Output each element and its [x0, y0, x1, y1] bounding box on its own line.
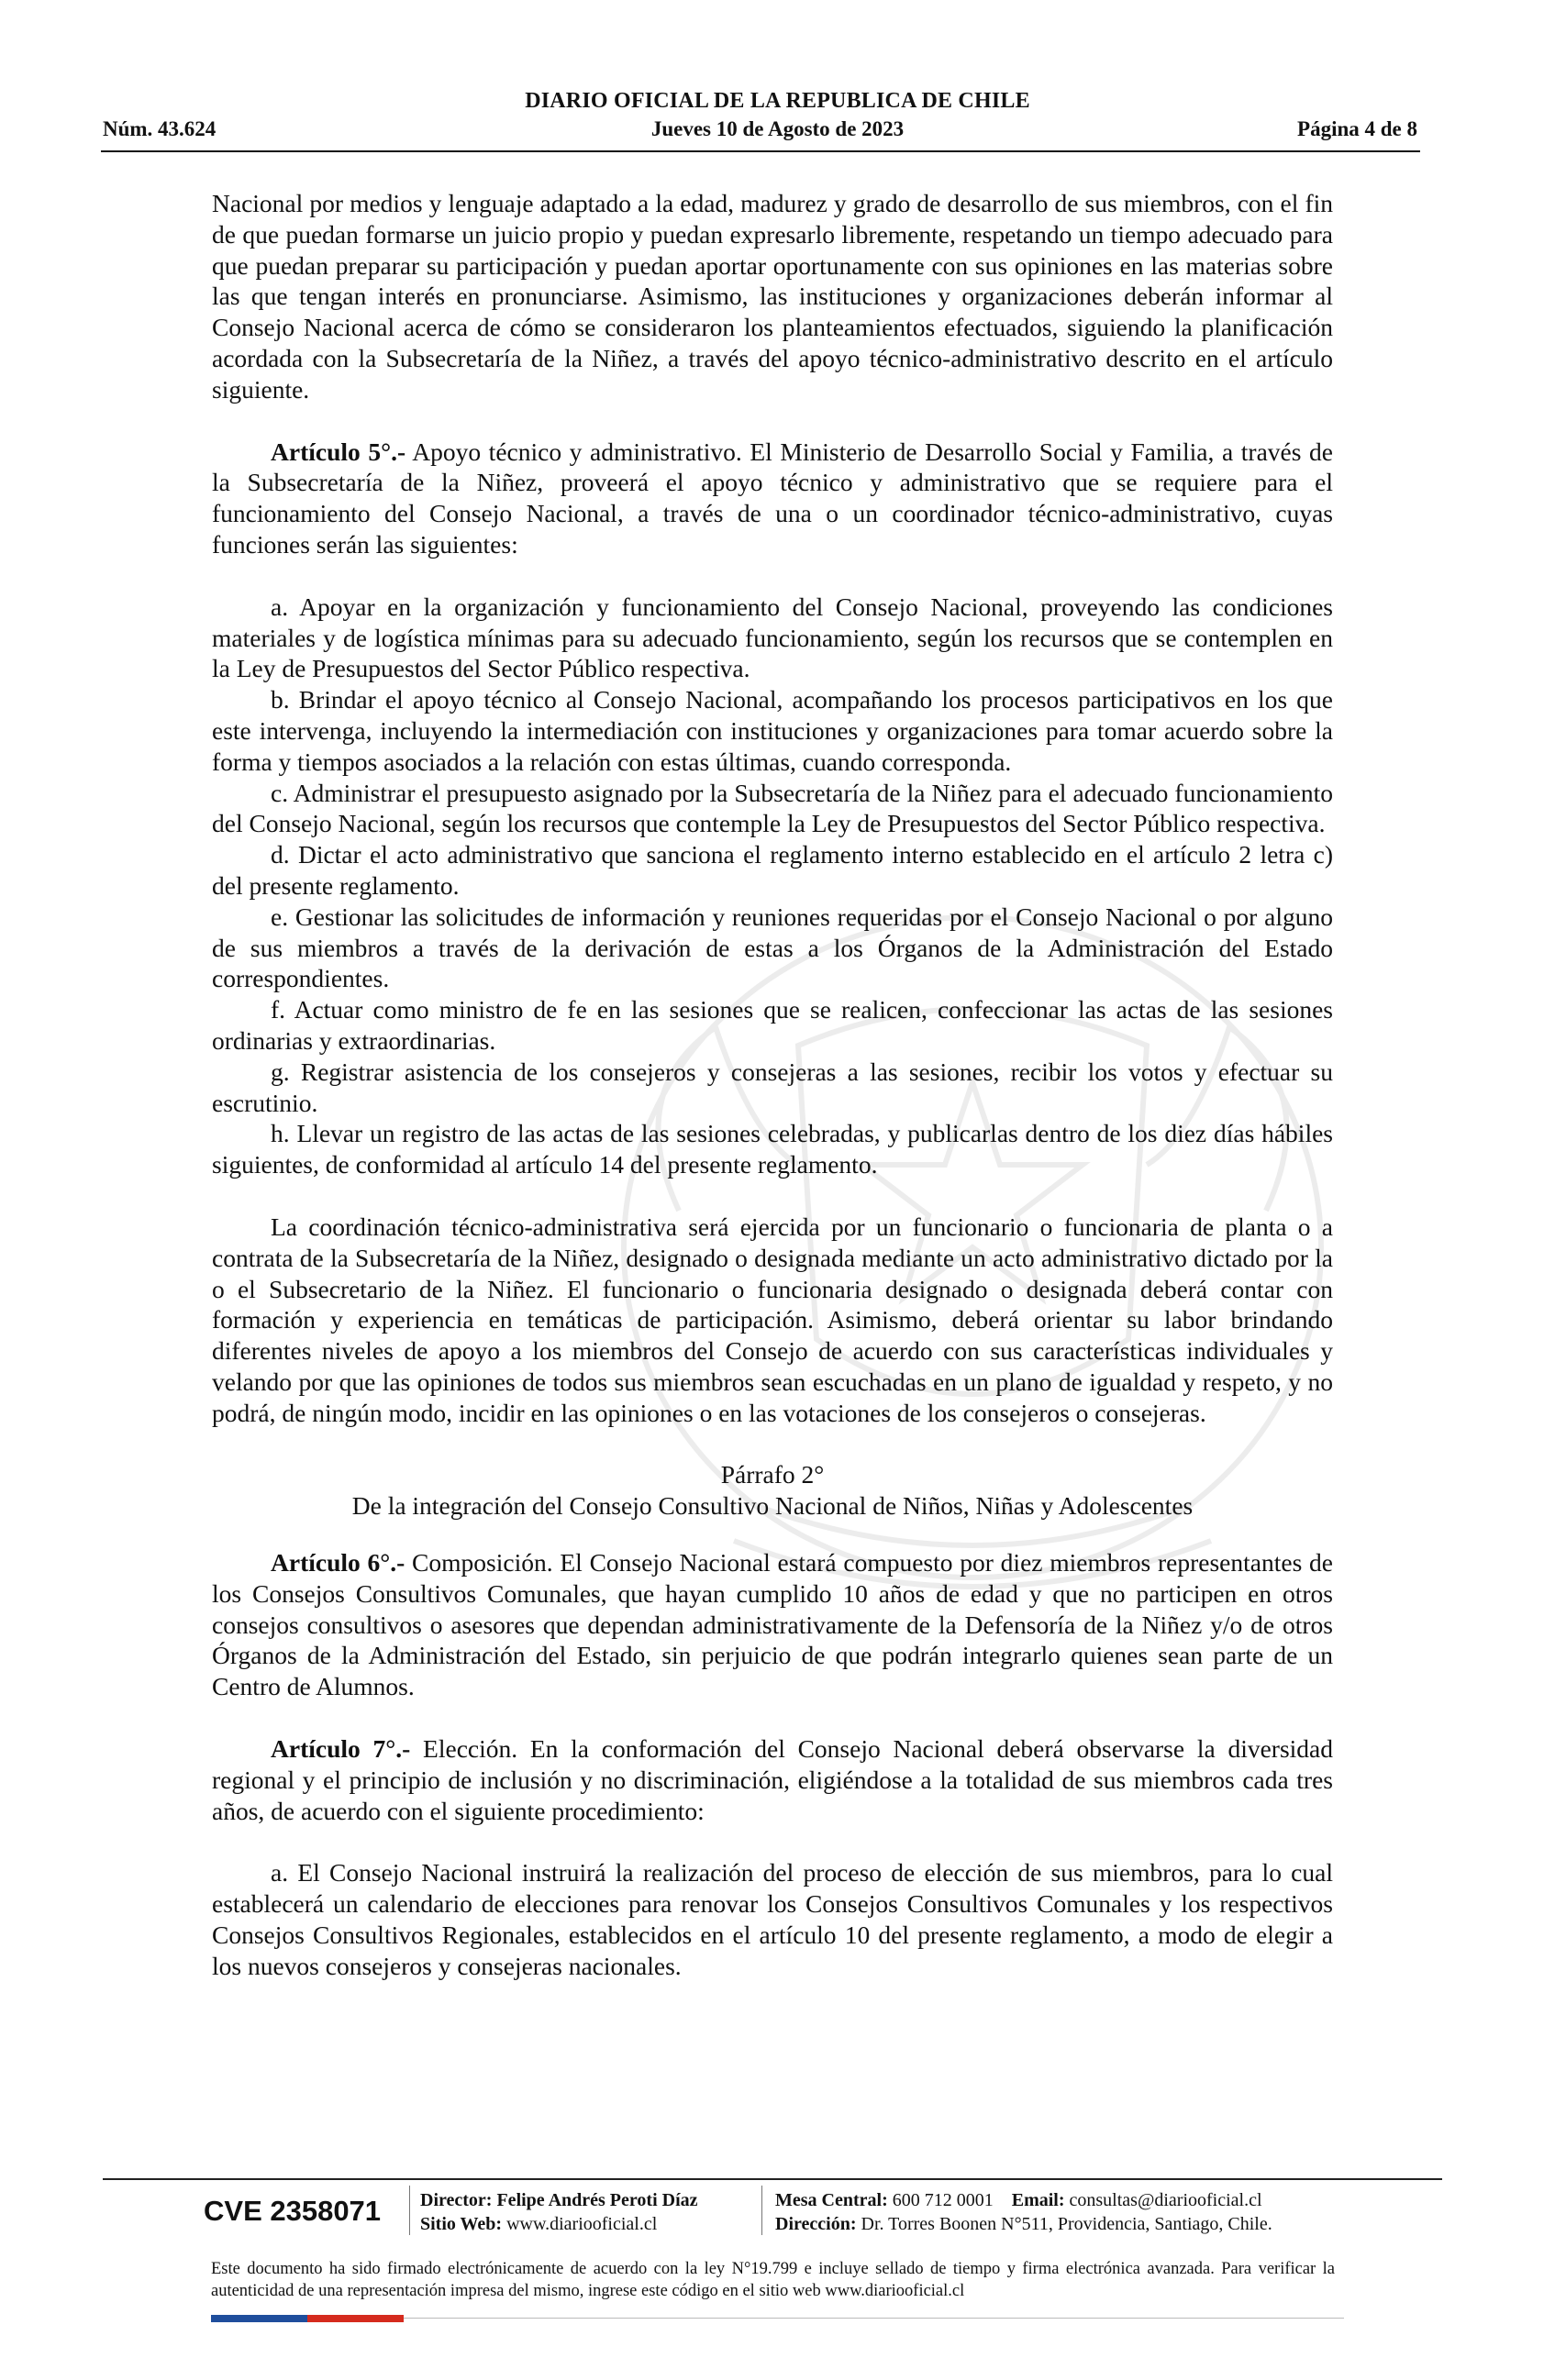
header-divider: [101, 150, 1420, 152]
list-item: a. Apoyar en la organización y funcionamiento del Consejo Nacional, proveyendo las condiciones materiales y de logística mínimas para su adecuado funcionamiento, según los recursos que se contemplen en la Ley de Presupuestos del Sector Público respectiva.: [212, 592, 1333, 683]
flag-blue-segment: [211, 2315, 307, 2322]
signature-note: Este documento ha sido firmado electrónicamente de acuerdo con la ley N°19.799 e incluye sellado de tiempo y firma electrónica avanzada. Para verificar la autenticidad de una representación impresa del mismo, ingrese este código en el sitio web www.diariooficial.cl: [211, 2260, 1335, 2300]
issue-number: Núm. 43.624: [103, 117, 217, 140]
address-label: Dirección:: [775, 2214, 857, 2234]
list-item: e. Gestionar las solicitudes de información y reuniones requeridas por el Consejo Nacional o por alguno de sus miembros a través de la derivación de estas a los Órganos de la Administración del Estado correspondientes.: [212, 902, 1333, 993]
article-5-closing: La coordinación técnico-administrativa será ejercida por un funcionario o funcionaria de planta o a contrata de la Subsecretaría de la Niñez, designado o designada mediante un acto administrativo dictado por la o el Subsecretario de la Niñez. El funcionario o funcionaria designado o designada deberá contar con formación y experiencia en temáticas de participación. Asimismo, deberá orientar su labor brindando diferentes niveles de apoyo a los miembros del Consejo de acuerdo con sus características individuales y velando por que las opiniones de todos sus miembros sean escuchadas en un plano de igualdad y respeto, y no podrá, de ningún modo, incidir en las opiniones o en las votaciones de los consejeros o consejeras.: [212, 1212, 1333, 1427]
footer-separator: [409, 2186, 410, 2235]
flag-red-segment: [307, 2315, 404, 2322]
article-6: [212, 1547, 1333, 1702]
site-link[interactable]: www.diariooficial.cl: [506, 2214, 658, 2234]
site-label: Sitio Web:: [420, 2214, 503, 2234]
flag-rule: [404, 2318, 1344, 2319]
publication-date: Jueves 10 de Agosto de 2023: [650, 117, 905, 140]
page-number: Página 4 de 8: [1297, 117, 1417, 140]
list-item: h. Llevar un registro de las actas de las sesiones celebradas, y publicarlas dentro de los diez días hábiles siguientes, de conformidad al artículo 14 del presente reglamento.: [212, 1119, 1333, 1179]
article-7-text: Elección. En la conformación del Consejo Nacional deberá observarse la diversidad regional y el principio de inclusión y no discriminación, eligiéndose a la totalidad de sus miembros cada tres años, de acuerdo con el siguiente procedimiento:: [212, 1734, 1333, 1825]
article-5-heading: Artículo 5°.-: [271, 437, 406, 466]
footer-separator: [761, 2186, 762, 2235]
flag-stripe: [211, 2315, 404, 2322]
cve-box: [183, 2186, 404, 2237]
article-7-heading: Artículo 7°.-: [271, 1734, 411, 1764]
list-item: c. Administrar el presupuesto asignado por la Subsecretaría de la Niñez para el adecuado funcionamiento del Consejo Nacional, según los recursos que contemple la Ley de Presupuestos del Sector Público respectiva.: [212, 778, 1333, 838]
article-6-text: Composición. El Consejo Nacional estará compuesto por diez miembros representantes de los Consejos Consultivos Comunales, que hayan cumplido 10 años de edad y que no participen en otros consejos consultivos o asesores que dependan administrativamente de la Defensoría de la Niñez y/o de otros Órganos de la Administración del Estado, sin perjuicio de que podrán integrarlo quienes sean parte de un Centro de Alumnos.: [212, 1548, 1333, 1701]
article-7: [212, 1733, 1333, 1826]
director-name: Felipe Andrés Peroti Díaz: [496, 2190, 698, 2210]
article-5-text: Apoyo técnico y administrativo. El Ministerio de Desarrollo Social y Familia, a través de la Subsecretaría de la Niñez, proveerá el apoyo técnico y administrativo que se requiere para el funcionamiento del Consejo Nacional, a través de una o un coordinador técnico-administrativo, cuyas funciones serán las siguientes:: [212, 437, 1333, 559]
document-body: [212, 188, 1333, 1982]
intro-paragraph: Nacional por medios y lenguaje adaptado a la edad, madurez y grado de desarrollo de sus miembros, con el fin de que puedan formarse un juicio propio y puedan expresarlo libremente, respetando un tiempo adecuado para que puedan preparar su participación y puedan aportar oportunamente con sus opiniones en las materias sobre las que tengan interés en pronunciarse. Asimismo, las instituciones y organizaciones deberán informar al Consejo Nacional acerca de cómo se consideraron los planteamientos efectuados, siguiendo la planificación acordada con la Subsecretaría de la Niñez, a través del apoyo técnico-administrativo descrito en el artículo siguiente.: [212, 189, 1333, 404]
list-item: d. Dictar el acto administrativo que sanciona el reglamento interno establecido en el artículo 2 letra c) del presente reglamento.: [212, 840, 1333, 900]
email-link[interactable]: consultas@diariooficial.cl: [1069, 2190, 1262, 2210]
list-item: b. Brindar el apoyo técnico al Consejo Nacional, acompañando los procesos participativos en los que este intervenga, incluyendo la intermediación con instituciones y organizaciones para tomar acuerdo sobre la forma y tiempos asociados a la relación con estas últimas, cuando corresponda.: [212, 685, 1333, 776]
list-item: a. El Consejo Nacional instruirá la realización del proceso de elección de sus miembros, para lo cual establecerá un calendario de elecciones para renovar los Consejos Consultivos Comunales y los respectivos Consejos Consultivos Regionales, establecidos en el artículo 10 del presente reglamento, a modo de elegir a los nuevos consejeros y consejeras nacionales.: [212, 1858, 1333, 1980]
phone-number: 600 712 0001: [892, 2190, 994, 2210]
phone-label: Mesa Central:: [775, 2190, 888, 2210]
article-6-heading: Artículo 6°.-: [271, 1548, 405, 1577]
footer-contact-block: [775, 2188, 1272, 2236]
address-text: Dr. Torres Boonen N°511, Providencia, Santiago, Chile.: [861, 2214, 1272, 2234]
footer-director-block: [420, 2188, 698, 2236]
email-label: Email:: [1011, 2190, 1065, 2210]
publication-title: DIARIO OFICIAL DE LA REPUBLICA DE CHILE: [525, 89, 1030, 113]
cve-code: CVE 2358071: [204, 2195, 382, 2227]
article-5: [212, 437, 1333, 560]
section-label: Párrafo 2°: [720, 1460, 825, 1489]
list-item: f. Actuar como ministro de fe en las sesiones que se realicen, confeccionar las actas de las sesiones ordinarias y extraordinarias.: [212, 995, 1333, 1055]
list-item: g. Registrar asistencia de los consejeros y consejeras a las sesiones, recibir los votos y efectuar su escrutinio.: [212, 1057, 1333, 1117]
director-label: Director:: [420, 2190, 493, 2210]
footer-divider: [103, 2178, 1442, 2180]
section-title: De la integración del Consejo Consultivo Nacional de Niños, Niñas y Adolescentes: [351, 1491, 1194, 1521]
